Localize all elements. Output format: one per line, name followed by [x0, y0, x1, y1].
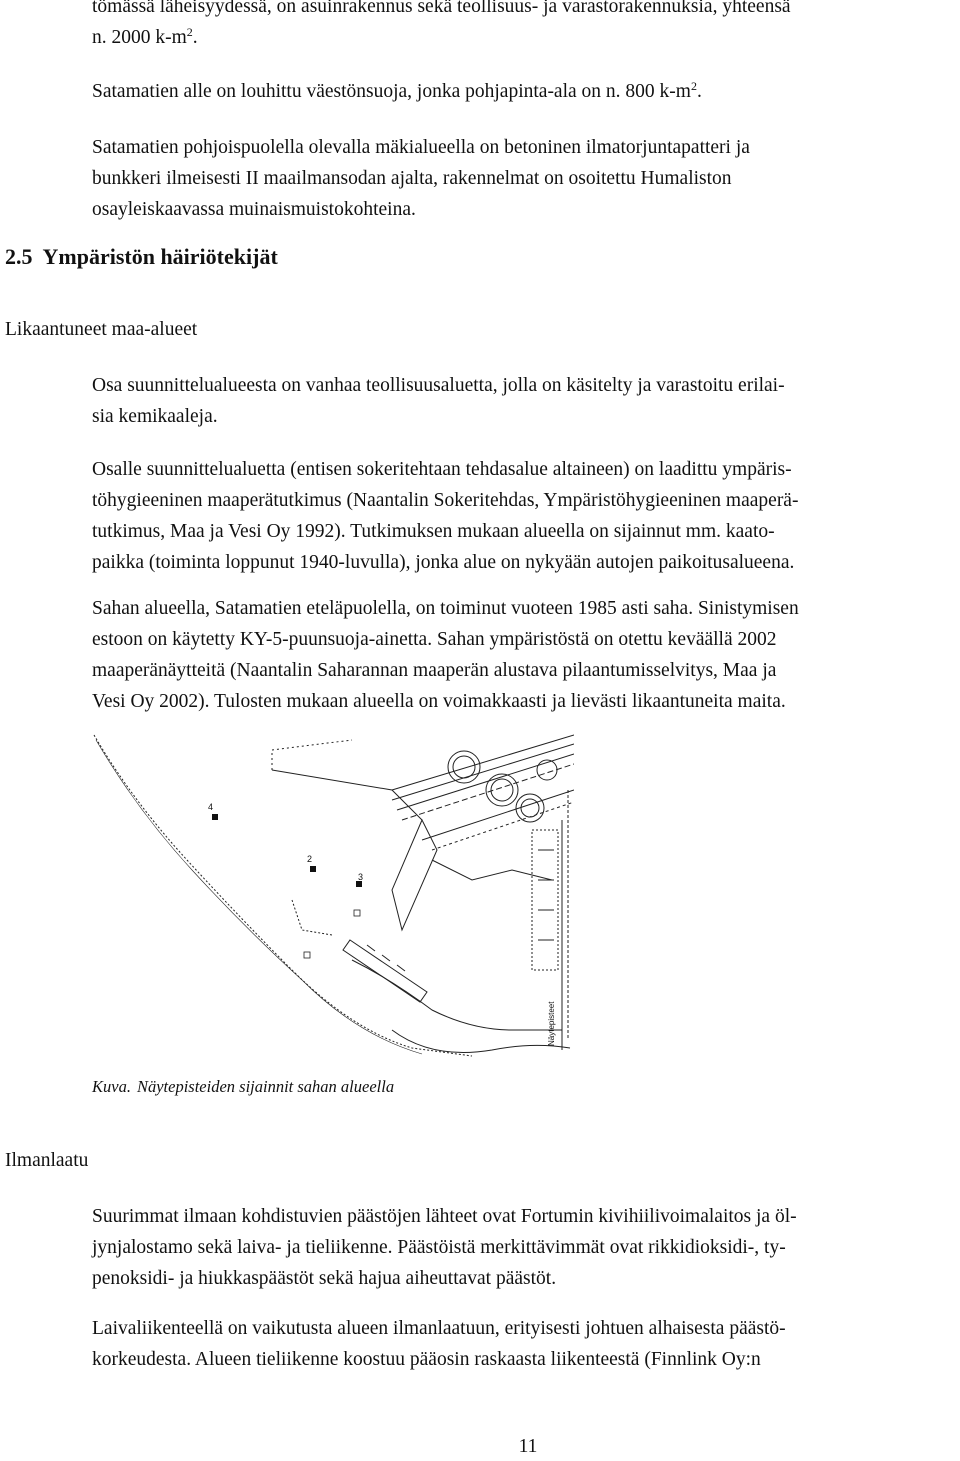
sample-label: 3 — [358, 872, 364, 882]
plot-boundary — [272, 770, 422, 820]
road-line — [392, 744, 574, 800]
section-heading — [5, 241, 278, 272]
text-line: tömässä läheisyydessä, on asuinrakennus sekä teollisuus- ja varastorakennuksia, yhteensä — [92, 0, 791, 17]
air-paragraph-2 — [92, 1313, 960, 1375]
superscript: 2 — [186, 25, 193, 39]
intro-paragraph — [92, 0, 960, 53]
road-line — [397, 754, 574, 810]
section-number: 2.5 — [5, 244, 33, 269]
text-line: korkeudesta. Alueen tieliikenne koostuu pääosin raskaasta liikenteestä (Finnlink Oy:n — [92, 1349, 761, 1370]
text-line: tutkimus, Maa ja Vesi Oy 1992). Tutkimuksen mukaan alueella on sijainnut mm. kaato- — [92, 521, 775, 542]
plot-boundary — [392, 820, 437, 930]
sample-point-marker — [310, 866, 316, 872]
subheading-contaminated: Likaantuneet maa-alueet — [5, 319, 198, 340]
shore-outline — [352, 960, 562, 1030]
map-stamp-text: Näytepisteet — [547, 1001, 556, 1046]
superscript: 2 — [690, 79, 697, 93]
text-line: bunkkeri ilmeisesti II maailmansodan ajalta, rakennelmat on osoitettu Humaliston — [92, 168, 732, 189]
text-line: paikka (toiminta loppunut 1940-luvulla), jonka alue on nykyään autojen paikoitusalueena. — [92, 552, 795, 573]
tank — [521, 799, 539, 817]
text-line: jynjalostamo sekä laiva- ja tieliikenne. Päästöistä merkittävimmät ovat rikkidioksidi-, ty- — [92, 1237, 786, 1258]
building — [343, 940, 427, 1002]
contaminated-paragraph-3 — [92, 593, 960, 717]
punctuation: . — [192, 27, 198, 48]
sample-label: 2 — [307, 854, 313, 864]
caption-prefix: Kuva. — [92, 1077, 131, 1096]
text-line: Sahan alueella, Satamatien eteläpuolella, on toiminut vuoteen 1985 asti saha. Sinistymisen — [92, 598, 799, 619]
shelter-text: Satamatien alle on louhittu väestönsuoja, jonka pohjapinta-ala on n. 800 k-m — [92, 81, 691, 102]
text-line: Osa suunnittelualueesta on vanhaa teollisuusaluetta, jolla on käsitelty ja varastoitu erilai- — [92, 375, 785, 396]
marker-box — [354, 910, 360, 916]
page-number: 11 — [518, 1436, 538, 1457]
road-line — [422, 790, 574, 840]
text-line: Osalle suunnittelualuetta (entisen sokeritehtaan tehdasalue altaineen) on laadittu ympäris- — [92, 459, 792, 480]
contaminated-paragraph-2 — [92, 454, 960, 578]
road-line — [402, 764, 574, 820]
area-text: n. 2000 k-m — [92, 27, 187, 48]
text-line: Laivaliikenteellä on vaikutusta alueen ilmanlaatuun, erityisesti johtuen alhaisesta päästö- — [92, 1318, 786, 1339]
plot-boundary — [272, 740, 352, 770]
text-line: sia kemikaaleja. — [92, 406, 218, 427]
shore-lower — [392, 1030, 570, 1053]
tank — [453, 756, 475, 778]
text-line: Satamatien pohjoispuolella olevalla mäkialueella on betoninen ilmatorjuntapatteri ja — [92, 137, 750, 158]
plot-boundary — [292, 900, 332, 935]
punctuation: . — [696, 81, 702, 102]
contaminated-paragraph-1 — [92, 370, 960, 432]
caption-text: Näytepisteiden sijainnit sahan alueella — [136, 1077, 395, 1096]
text-line: töhygieeninen maaperätutkimus (Naantalin Sokeritehdas, Ympäristöhygieeninen maaperä- — [92, 490, 799, 511]
sample-point-marker — [212, 814, 218, 820]
hatched-area — [532, 830, 558, 970]
text-line — [92, 76, 960, 107]
figure-caption — [92, 1071, 394, 1102]
text-line: osayleiskaavassa muinaismuistokohteina. — [92, 199, 416, 220]
text-line: estoon on käytetty KY-5-puunsuoja-ainetta. Sahan ympäristöstä on otettu keväällä 2002 — [92, 629, 777, 650]
plot-boundary — [432, 860, 552, 880]
text-line: maaperänäytteitä (Naantalin Saharannan maaperän alustava pilaantumisselvitys, Maa ja — [92, 660, 777, 681]
air-paragraph-1 — [92, 1201, 960, 1294]
map-drawing — [92, 730, 574, 1060]
sample-label: 4 — [208, 802, 214, 812]
shelter-paragraph — [92, 76, 960, 107]
section-title: Ympäristön häiriötekijät — [42, 244, 278, 269]
subheading-air-quality: Ilmanlaatu — [5, 1150, 89, 1171]
building-detail — [367, 945, 405, 971]
sample-site-map — [92, 730, 574, 1060]
text-line: Suurimmat ilmaan kohdistuvien päästöjen lähteet ovat Fortumin kivihiilivoimalaitos ja öl- — [92, 1206, 797, 1227]
hatch-detail — [538, 850, 554, 940]
text-line: penoksidi- ja hiukkaspäästöt sekä hajua aiheuttavat päästöt. — [92, 1268, 557, 1289]
text-line — [92, 22, 960, 53]
text-line: Vesi Oy 2002). Tulosten mukaan alueella on voimakkaasti ja lievästi likaantuneita maita. — [92, 691, 786, 712]
battery-paragraph — [92, 132, 960, 225]
marker-box — [304, 952, 310, 958]
road-line — [432, 802, 574, 850]
tank — [491, 779, 513, 801]
